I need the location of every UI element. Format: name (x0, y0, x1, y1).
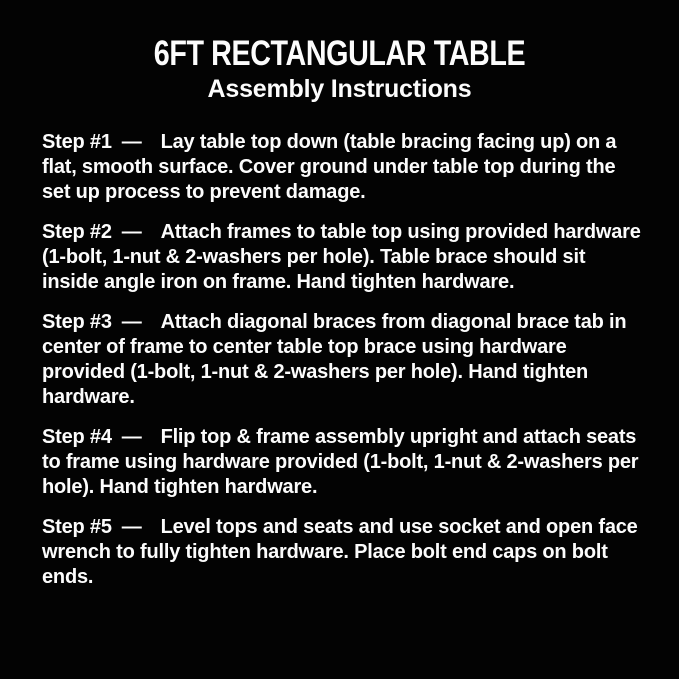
step-5-dash: — (121, 516, 142, 538)
page-subtitle: Assembly Instructions (207, 75, 472, 103)
step-4-text: Flip top & frame assembly upright and attach seats to frame using hardware provided (1-bolt, 1-nut & 2-washers per hole). Hand tighten hardware. (42, 426, 639, 498)
step-1-label: Step #1 (42, 131, 112, 153)
step-2-text: Attach frames to table top using provided hardware (1-bolt, 1-nut & 2-washers per hole). Table brace should sit inside angle iron on frame. Hand tighten hardware. (42, 221, 641, 293)
step-5-label: Step #5 (42, 516, 112, 538)
step-4 (42, 425, 641, 500)
step-3-dash: — (121, 311, 142, 333)
step-2-label: Step #2 (42, 221, 112, 243)
step-5-text: Level tops and seats and use socket and open face wrench to fully tighten hardware. Place bolt end caps on bolt ends. (42, 516, 638, 588)
page-title: 6FT RECTANGULAR TABLE (153, 34, 526, 73)
step-1-text: Lay table top down (table bracing facing up) on a flat, smooth surface. Cover ground under table top during the set up process to prevent damage. (42, 131, 617, 203)
step-2-dash: — (121, 221, 142, 243)
step-4-dash: — (121, 426, 142, 448)
step-3-text: Attach diagonal braces from diagonal brace tab in center of frame to center table top brace using hardware provided (1-bolt, 1-nut & 2-washers per hole). Hand tighten hardware. (42, 311, 627, 408)
step-1 (42, 130, 641, 205)
step-5 (42, 515, 641, 590)
step-3 (42, 310, 641, 410)
instructions-list (42, 130, 641, 590)
step-2 (42, 220, 641, 295)
step-3-label: Step #3 (42, 311, 112, 333)
step-1-dash: — (121, 131, 142, 153)
step-4-label: Step #4 (42, 426, 112, 448)
